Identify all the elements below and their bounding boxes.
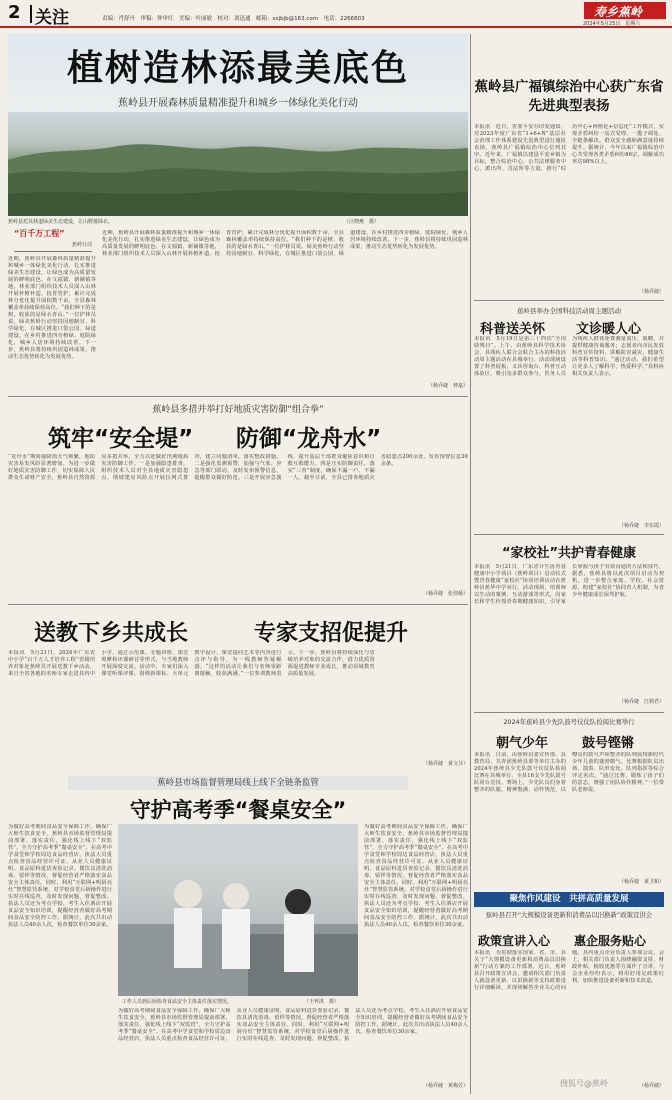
- story-teaching-body: 本报讯 5月21日，2024年广东省中小学“百千万人才培养工程”省级培养对象赴蕉岭县开展送教下乡活动，来自全省各地的名师专家走进县内中小学，通过示范课、专题讲座、课堂观摩和评课研讨等形式，与当地教师开展深度交流。活动中，专家们深入课堂听课评课，围绕新课标、大单元教学设计、课堂提问艺术等内容进行点评与指导，为一线教师答疑解惑。“这样的活动让我们与名师零距离接触，收获满满。”一位参训教师表示。下一步，蕉岭县将持续深化与省级培养对象的交流合作，借力优质资源促进教师专业成长，推动县域教育高质量发展。: [8, 650, 375, 677]
- headline-policy-right: 惠企服务贴心: [574, 934, 647, 948]
- divider-right-2: [474, 534, 664, 535]
- headline-guangfu-center: 蕉岭县广福镇综治中心获广东省先进典型表扬: [474, 79, 664, 114]
- story-teaching-byline: （杨乔婕 黄文芬）: [422, 761, 468, 767]
- story-policy-body: 本报讯 为贯彻落实国家、省、市、县关于“大规模设备更新和消费品以旧换新”行动方案的工作部署，近日，蕉岭县召开政策宣讲会，邀请相关部门负责人就设备更新、以旧换新等支持政策进行详细解读，并现场解答企业关心的问题。县内重点企业负责人参加会议。会上，相关部门负责人围绕融资支持、财政补贴、税收优惠等方面作了宣讲。与会企业纷纷表示，将用好用足政策红利，加快推进设备更新和技术改造。: [474, 950, 664, 991]
- page-number: 2: [8, 2, 21, 23]
- story-science-body: 本报讯 5月19日是第三十四次“全国助残日”。上午，由蕉岭县科学技术协会、县残疾人联合会联合主办的科技活动周主题活动在县城举行。活动现场设置了科普展板、义诊咨询台、科普互动体验区，吸引众多群众参与。医务人员为残疾人群体免费测量血压、血糖，并提供健康咨询服务；志愿者向市民发放科普宣传资料，讲解防灾减灾、健康生活等科普知识。“通过活动，我们希望让更多人了解科学、热爱科学。”县科协相关负责人表示。: [474, 336, 664, 377]
- kicker-disaster: 蕉岭县多措并举打好地质灾害防御“组合拳”: [152, 405, 324, 415]
- story-guangfu-body: 本报讯 近日，省委平安办印发通知，对2023年度广东省“1+6+N”基层社会治理工作体系建设先进典型进行通报表扬，蕉岭县广福镇综治中心位列其中。近年来，广福镇以建设平安乡镇为目标，整合综治中心、公共法律服务中心、派出所、司法所等力量，推行“综治中心+网格化+信息化”工作模式，实现矛盾纠纷一站式受理、一揽子调处、全链条解决，群众安全感和满意度持续提升。据统计，今年以来广福镇综治中心共受理各类矛盾纠纷86宗，调解成功率达98%以上。: [474, 124, 664, 172]
- divider-right-3: [474, 712, 664, 713]
- food-safety-kicker-band: [68, 776, 408, 790]
- banner-label: 聚焦作风建设 共拼高质量发展: [509, 894, 629, 904]
- story-food-byline: （杨乔婕 黄梅芳）: [422, 1083, 468, 1089]
- paper-logo: [584, 2, 666, 19]
- story-exam-food-safety: [8, 776, 468, 1094]
- story-youth-byline: （杨乔婕 江莉君）: [618, 699, 664, 705]
- headline-teaching-left: 送教下乡共成长: [34, 621, 189, 646]
- kicker-policy: 蕉岭县召开“大规模设备更新和消费品以旧换新”政策宣讲会: [485, 911, 653, 919]
- kicker-drum-band: 2024年蕉岭县少先队鼓号仪仗队检阅比赛举行: [503, 718, 635, 726]
- story-food-right: 为做好高考期间食品安全保障工作，确保广大师生饮食安全，蕉岭县市场监督管理局提前部署、落实责任，强化线上线下“双监管”，全力守护高考季“餐桌安全”。在高考中学食堂和学校周边食品经营店，执法人员重点检查食品经营许可证、从业人员健康证明、食品原料进货查验记录、餐饮具清洗消毒、留样等情况，督促经营者严格落实食品安全主体责任。同时，利用“互联网+明厨亮灶”智慧监管系统，对学校食堂后厨操作进行实时在线巡查，及时发现问题、督促整改。执法人员还为考点学校、考生入住酒店开展食品安全知识培训，提醒经营者做好高考期间食品安全防控工作。据统计，此次共出动执法人员40余人次，检查餐饮单位30余家。: [364, 824, 468, 928]
- story-science-week: [474, 304, 664, 530]
- story-science-byline: （杨乔婕 李东霞）: [618, 523, 664, 529]
- work-style-banner: [474, 892, 664, 907]
- story-policy-briefing: [474, 892, 664, 1094]
- kitchen-inspection-photo: [118, 824, 358, 996]
- headline-disaster-right: 防御“龙舟水”: [236, 426, 382, 452]
- story-guangfu-byline: （杨乔婕）: [638, 289, 664, 295]
- column-divider: [470, 34, 471, 1094]
- divider-left-1: [8, 396, 468, 397]
- story-policy-byline: （杨乔婕）: [638, 1083, 664, 1089]
- kitchen-photo-credit: （王梓淇 摄）: [304, 999, 340, 1005]
- section-name: 关注: [35, 8, 69, 28]
- headline-science-right: 文诊暖人心: [576, 322, 642, 337]
- subhead-tree-planting: 蕉岭县开展森林质量精准提升和城乡一体绿化美化行动: [118, 98, 358, 109]
- kitchen-photo-art: [118, 824, 358, 996]
- headline-youth-health: “家校社”共护青春健康: [501, 546, 637, 561]
- tag-sublabel: 蕉岭行动: [71, 242, 92, 248]
- story-food-lead: 为做好高考期间食品安全保障工作，确保广大师生饮食安全，蕉岭县市场监督管理局提前部署、落实责任，强化线上线下“双监管”，全力守护高考季“餐桌安全”。在高考中学食堂和学校周边食品经营店，执法人员重点检查食品经营许可证、从业人员健康证明、食品原料进货查验记录、餐饮具清洗消毒、留样等情况，督促经营者严格落实食品安全主体责任。同时，利用“互联网+明厨亮灶”智慧监管系统，对学校食堂后厨操作进行实时在线巡查，及时发现问题、督促整改。执法人员还为考点学校、考生入住酒店开展食品安全知识培训，提醒经营者做好高考期间食品安全防控工作。据统计，此次共出动执法人员40余人次，检查餐饮单位30余家。: [8, 824, 112, 928]
- story-disaster-byline: （杨乔婕 张伟杨）: [422, 591, 468, 597]
- forest-photo-art: [8, 112, 468, 216]
- story-tree-planting: [8, 34, 468, 392]
- masthead-divider: [30, 5, 32, 23]
- headline-tree-planting: 植树造林添最美底色: [66, 48, 409, 89]
- story-disaster-body: “龙舟水”期间强降雨天气频繁，地质灾害易发风险显著增加。为进一步做好地质灾害防御工作，切实保障人民群众生命财产安全，蕉岭县自然资源局多措并举，全力以赴做好汛期地质灾害防御工作。一是加强隐患排查，组织技术人员对全县地质灾害隐患点、削坡建房风险点开展拉网式排查，建立问题清单，落实整改措施。二是强化监测预警，加强与气象、应急等部门联动，及时发布预警信息，提醒群众做好防范。三是开展应急演练，提升基层干部群众避险意识和自救互救能力。四是压实防御责任，落实“三查”制度，确保不漏一户、不漏一人。截至目前，全县已排查地质灾害隐患点200余处，发布预警信息30余条。: [8, 454, 468, 481]
- story-youth-health: [474, 534, 664, 708]
- headline-drum-right: 鼓号铿锵: [582, 736, 635, 751]
- story-tree-planting-body: 近期，蕉岭县开展森林质量精准提升和城乡一体绿化美化行动，扎实推进绿美生态建设，让绿色成为高质量发展的鲜明底色。在文福镇、新铺镇等地，林业部门组织技术人员深入山林开展补植补造、抚育管护，累计完成林分优化提升面积数千亩，全县森林覆盖率持续保持高位。“我们种下的是树，收获的是绿水青山。”一位护林员说。绿美蕉岭行动坚持因地制宜、科学绿化，在城区推进口袋公园、绿道建设，在乡村推进四旁植绿、庭院绿化，城乡人居环境持续改善。下一步，蕉岭县将持续巩固造林成果，推动生态优势转化为发展优势。: [102, 230, 468, 257]
- headline-science-left: 科普送关怀: [480, 322, 546, 337]
- masthead: [0, 0, 672, 28]
- kicker-food-safety: 蕉岭县市场监督管理局线上线下全链条监管: [157, 778, 319, 788]
- story-guangfu-center: [474, 34, 664, 296]
- tag-label: “百千万工程”: [14, 229, 65, 238]
- kicker-science-week: 蕉岭县举办全国科技活动周主题活动: [517, 307, 621, 315]
- story-food-bottom: 为做好高考期间食品安全保障工作，确保广大师生饮食安全，蕉岭县市场监督管理局提前部署、落实责任，强化线上线下“双监管”，全力守护高考季“餐桌安全”。在高考中学食堂和学校周边食品经营店，执法人员重点检查食品经营许可证、从业人员健康证明、食品原料进货查验记录、餐饮具清洗消毒、留样等情况，督促经营者严格落实食品安全主体责任。同时，利用“互联网+明厨亮灶”智慧监管系统，对学校食堂后厨操作进行实时在线巡查，及时发现问题、督促整改。执法人员还为考点学校、考生入住酒店开展食品安全知识培训，提醒经营者做好高考期间食品安全防控工作。据统计，此次共出动执法人员40余人次，检查餐饮单位30余家。: [118, 1008, 468, 1042]
- headline-disaster-left: 筑牢“安全堤”: [48, 426, 194, 452]
- issue-date: 2024年5月25日 星期六: [583, 21, 641, 27]
- forest-photo: [8, 112, 468, 216]
- story-drum-body: 本报讯 日前，由蕉岭县委宣传部、县教育局、共青团蕉岭县委等单位主办的2024年蕉岭县少先队鼓号仪仗队检阅比赛在县城举行，全县16支少先队鼓号队同台竞技。赛场上，少先队员们身着整齐的队服，精神饱满、动作规范，以嘹亮的鼓号声和整齐的队列展现新时代少年儿童的蓬勃朝气。比赛根据队员出场、演奏、队形变化、队列指挥等综合评定名次。“通过比赛，锻炼了孩子们的意志，增强了团队协作精神。”一位带队老师说。: [474, 752, 664, 793]
- story-youth-body: 本报讯 5月21日，广东省计生协青春健康中小学项目（蕉岭项目）启动仪式暨青春健康“家校社”协同培训活动在蕉岭县蕉华中学举行。活动现场，培训师以生动的案例、互动游戏等形式，向家长和学生传授青春期健康知识，引导家长掌握与孩子有效沟通的方法和技巧。据悉，蕉岭县将以此次项目启动为契机，进一步整合家庭、学校、社会资源，构建“家校社”协同育人机制，为青少年健康成长保驾护航。: [474, 564, 664, 605]
- divider-left-2: [8, 604, 468, 605]
- story-tree-planting-byline: （杨乔婕 钟嘉）: [427, 383, 468, 389]
- kitchen-photo-caption: 工作人员到后厨检查食品安全主体责任落实情况。: [122, 999, 233, 1005]
- headline-drum-left: 朝气少年: [496, 736, 549, 751]
- story-teaching-outreach: [8, 608, 468, 772]
- paper-name: 寿乡蕉岭: [594, 5, 643, 19]
- headline-food-safety: 守护高考季“餐桌安全”: [129, 798, 347, 822]
- forest-photo-caption: 蕉岭县托其林道绿美生态建设，让山野披绿衣。: [8, 219, 114, 225]
- headline-policy-left: 政策宣讲入心: [478, 934, 551, 948]
- hundred-thousand-tag: [14, 228, 92, 252]
- credits-line: 责编：肖舒丹 审稿：钟审红 美编：叶丽敏 校对：刘迅通 邮箱：sxjbjb@163.com 电话：2266803: [102, 16, 365, 22]
- headline-teaching-right: 专家支招促提升: [254, 621, 409, 646]
- source-watermark: 搜狐号@蕉岭: [560, 1079, 608, 1088]
- forest-photo-credit: （汪晓燕 摄）: [344, 219, 380, 225]
- story-tree-planting-lead: 近期，蕉岭县开展森林质量精准提升和城乡一体绿化美化行动，扎实推进绿美生态建设，让绿色成为高质量发展的鲜明底色。在文福镇、新铺镇等地，林业部门组织技术人员深入山林开展补植补造、抚育管护，累计完成林分优化提升面积数千亩，全县森林覆盖率持续保持高位。“我们种下的是树，收获的是绿水青山。”一位护林员说。绿美蕉岭行动坚持因地制宜、科学绿化，在城区推进口袋公园、绿道建设，在乡村推进四旁植绿、庭院绿化，城乡人居环境持续改善。下一步，蕉岭县将持续巩固造林成果，推动生态优势转化为发展优势。: [8, 256, 96, 360]
- story-drum-band: [474, 712, 664, 888]
- divider-right-1: [474, 300, 664, 301]
- story-disaster-prevention: [8, 400, 468, 600]
- story-drum-byline: （杨乔婕 黄卫和）: [618, 879, 664, 885]
